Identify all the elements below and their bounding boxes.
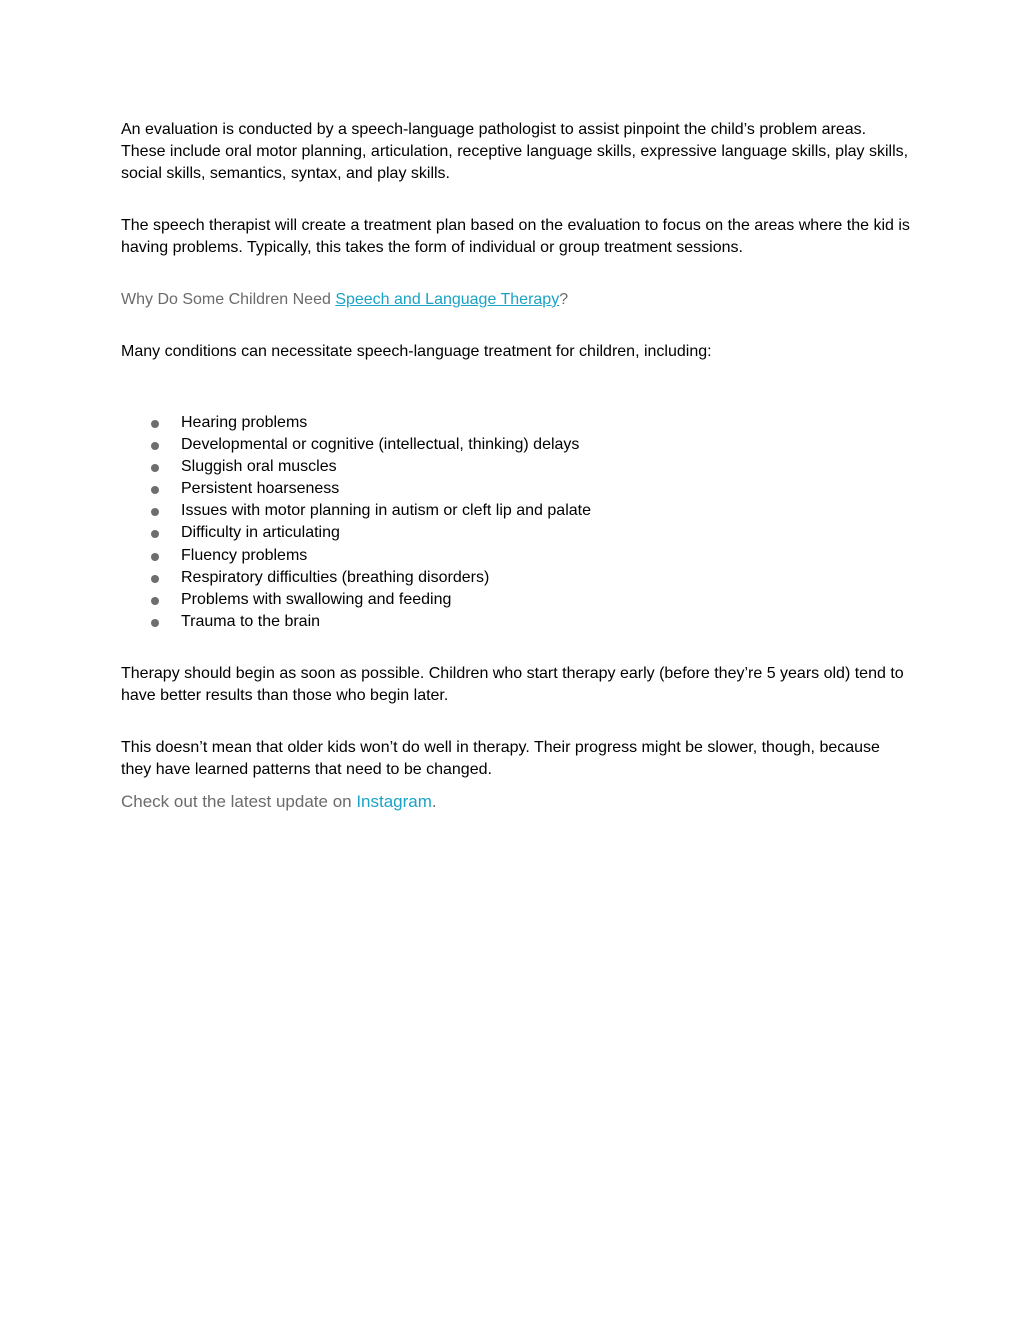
list-item	[121, 500, 911, 522]
paragraph-evaluation: An evaluation is conducted by a speech-language pathologist to assist pinpoint the child’s problem areas. These include oral motor planning, articulation, receptive language skills, expressive language skills, play skills, social skills, semantics, syntax, and play skills.	[121, 121, 909, 182]
paragraph-intro: Many conditions can necessitate speech-language treatment for children, including:	[121, 343, 712, 360]
list-item	[121, 522, 911, 544]
bullet-icon	[151, 530, 159, 538]
list-item-text: Developmental or cognitive (intellectual, thinking) delays	[181, 436, 580, 454]
bullet-icon	[151, 619, 159, 627]
bullet-icon	[151, 442, 159, 450]
section-heading	[121, 289, 911, 311]
bullet-icon	[151, 464, 159, 472]
list-item-text: Sluggish oral muscles	[181, 458, 337, 476]
document-page	[121, 119, 911, 813]
footer-prefix: Check out the latest update on	[121, 791, 357, 811]
list-item	[121, 456, 911, 478]
list-item	[121, 611, 911, 633]
list-item	[121, 478, 911, 500]
list-item	[121, 434, 911, 456]
list-item-text: Issues with motor planning in autism or cleft lip and palate	[181, 502, 591, 520]
bullet-icon	[151, 508, 159, 516]
list-item	[121, 545, 911, 567]
list-item-text: Trauma to the brain	[181, 612, 321, 630]
list-item-text: Difficulty in articulating	[181, 524, 340, 542]
list-item	[121, 589, 911, 611]
list-item-text: Fluency problems	[181, 546, 308, 564]
paragraph-treatment-plan: The speech therapist will create a treatment plan based on the evaluation to focus on the areas where the kid is having problems. Typically, this takes the form of individual or group treatment sessions.	[121, 217, 910, 256]
list-item-text: Persistent hoarseness	[181, 480, 340, 498]
speech-therapy-link[interactable]: Speech and Language Therapy	[335, 291, 560, 308]
list-item-text: Respiratory difficulties (breathing disorders)	[181, 568, 490, 586]
bullet-icon	[151, 553, 159, 561]
footer-line	[121, 791, 911, 813]
list-item	[121, 567, 911, 589]
list-item	[121, 412, 911, 434]
paragraph-older-kids: This doesn’t mean that older kids won’t do well in therapy. Their progress might be slower, though, because they have learned patterns that need to be changed.	[121, 738, 880, 778]
list-item-text: Hearing problems	[181, 414, 308, 431]
conditions-list	[121, 412, 911, 633]
heading-suffix: ?	[559, 291, 569, 308]
bullet-icon	[151, 597, 159, 605]
bullet-icon	[151, 486, 159, 494]
heading-prefix: Why Do Some Children Need	[121, 291, 336, 308]
paragraph-early-therapy: Therapy should begin as soon as possible. Children who start therapy early (before they’re 5 years old) tend to have better results than those who begin later.	[121, 664, 904, 704]
bullet-icon	[151, 575, 159, 583]
instagram-link[interactable]: Instagram	[356, 791, 432, 811]
bullet-icon	[151, 420, 159, 428]
footer-suffix: .	[431, 791, 437, 811]
list-item-text: Problems with swallowing and feeding	[181, 590, 452, 608]
